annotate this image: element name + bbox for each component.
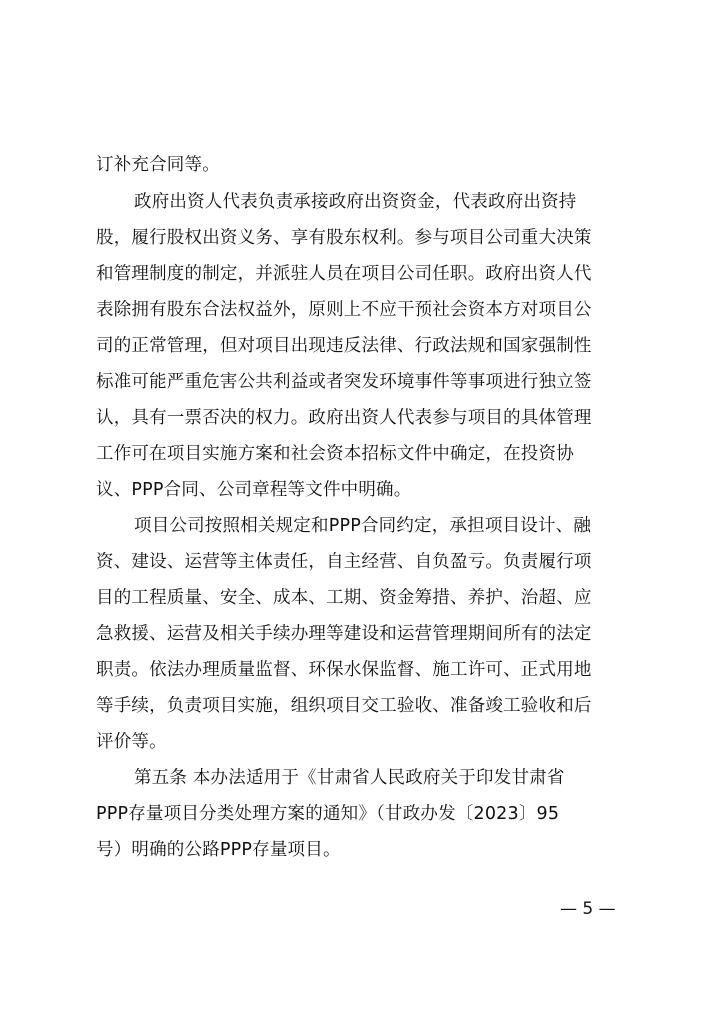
text-line: 订补充合同等。 — [96, 155, 220, 175]
text-line: 急救援、运营及相关手续办理等建设和运营管理期间所有的法定 — [96, 624, 592, 644]
page-number: — 5 — — [560, 899, 616, 919]
text-line: 工作可在项目实施方案和社会资本招标文件中确定，在投资协 — [96, 444, 574, 464]
paragraph-first-line: 项目公司按照相关规定和PPP合同约定，承担项目设计、融 — [134, 516, 592, 536]
text-line: 股，履行股权出资义务、享有股东权利。参与项目公司重大决策 — [96, 228, 592, 248]
text-line: 和管理制度的制定，并派驻人员在项目公司任职。政府出资人代 — [96, 264, 592, 284]
text-line: 议、PPP合同、公司章程等文件中明确。 — [96, 480, 412, 500]
text-line: PPP存量项目分类处理方案的通知》（甘政办发〔2023〕95 — [96, 804, 560, 824]
text-line: 司的正常管理，但对项目出现违反法律、行政法规和国家强制性 — [96, 336, 592, 356]
text-line: 目的工程质量、安全、成本、工期、资金筹措、养护、治超、应 — [96, 588, 592, 608]
text-line: 标准可能严重危害公共利益或者突发环境事件等事项进行独立签 — [96, 372, 592, 392]
paragraph-first-line: 政府出资人代表负责承接政府出资资金，代表政府出资持 — [134, 192, 577, 212]
text-line: 表除拥有股东合法权益外，原则上不应干预社会资本方对项目公 — [96, 300, 592, 320]
text-line: 职责。依法办理质量监督、环保水保监督、施工许可、正式用地 — [96, 660, 592, 680]
text-line: 评价等。 — [96, 732, 167, 752]
text-line: 等手续，负责项目实施，组织项目交工验收、准备竣工验收和后 — [96, 696, 592, 716]
text-line: 认，具有一票否决的权力。政府出资人代表参与项目的具体管理 — [96, 408, 592, 428]
text-line: 号）明确的公路PPP存量项目。 — [96, 840, 341, 860]
article-heading-line: 第五条 本办法适用于《甘肃省人民政府关于印发甘肃省 — [134, 768, 565, 788]
text-line: 资、建设、运营等主体责任，自主经营、自负盈亏。负责履行项 — [96, 552, 592, 572]
